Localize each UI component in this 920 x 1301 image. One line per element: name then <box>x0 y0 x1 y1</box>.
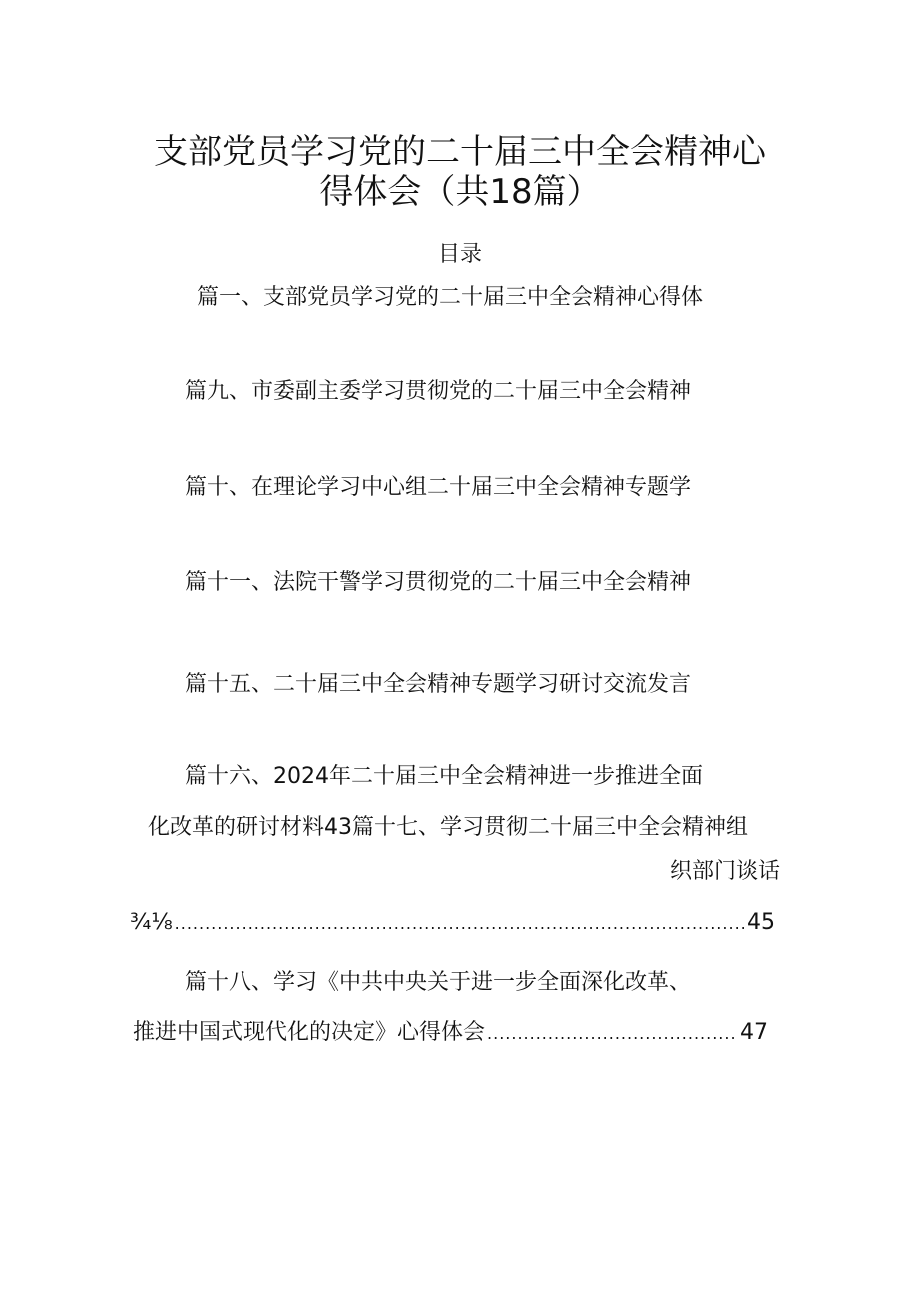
toc-entry-17-prefix: ¾⅛ <box>130 910 173 935</box>
toc-entry-18-page-number: 47 <box>740 1020 768 1045</box>
toc-heading: 目录 <box>437 242 482 267</box>
document-title-line-2: 得体会（共18篇） <box>319 172 601 212</box>
toc-entry-1[interactable]: 篇一、支部党员学习党的二十届三中全会精神心得体 <box>197 285 704 310</box>
document-title-line-1: 支部党员学习党的二十届三中全会精神心 <box>154 132 766 172</box>
toc-entry-16-line-2[interactable]: 化改革的研讨材料43篇十七、学习贯彻二十届三中全会精神组 <box>148 815 748 840</box>
toc-entry-18-line-1[interactable]: 篇十八、学习《中共中央关于进一步全面深化改革、 <box>185 970 692 995</box>
toc-entry-18-page-line[interactable] <box>133 1018 768 1049</box>
toc-entry-17-page-number: 45 <box>747 910 775 935</box>
toc-entry-15[interactable]: 篇十五、二十届三中全会精神专题学习研讨交流发言 <box>185 672 692 697</box>
toc-dot-leader <box>175 909 745 939</box>
toc-entry-18-line-2: 推进中国式现代化的决定》心得体会 <box>133 1020 486 1045</box>
toc-entry-11[interactable]: 篇十一、法院干警学习贯彻党的二十届三中全会精神 <box>185 570 692 595</box>
toc-entry-17-page-line[interactable] <box>130 908 775 939</box>
toc-entry-16-line-1[interactable]: 篇十六、2024年二十届三中全会精神进一步推进全面 <box>185 764 703 789</box>
toc-entry-10[interactable]: 篇十、在理论学习中心组二十届三中全会精神专题学 <box>185 475 692 500</box>
toc-entry-9[interactable]: 篇九、市委副主委学习贯彻党的二十届三中全会精神 <box>185 379 692 404</box>
toc-dot-leader <box>487 1019 738 1049</box>
toc-entry-17-line-2[interactable]: 织部门谈话 <box>669 859 780 884</box>
